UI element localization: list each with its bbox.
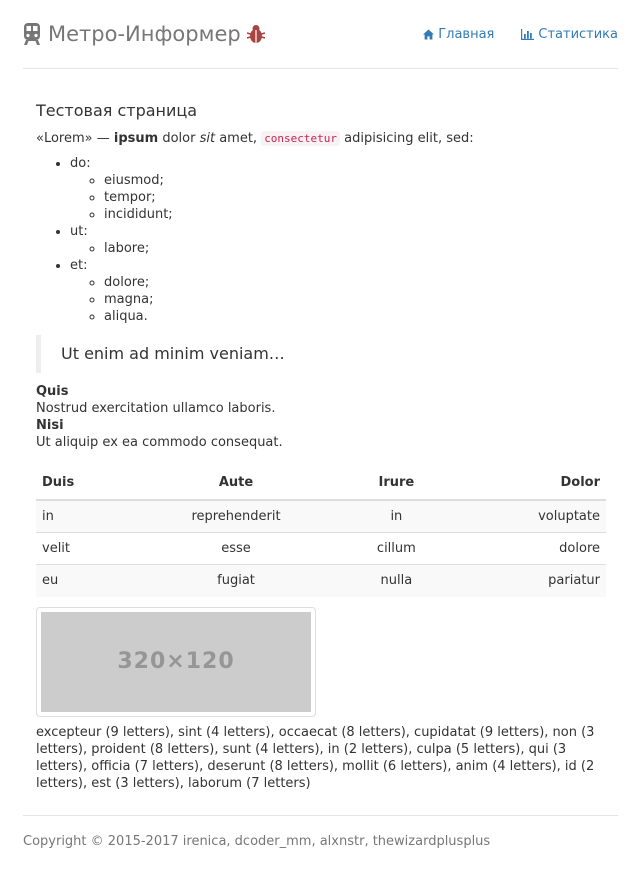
table-cell: eu — [36, 565, 129, 597]
intro-italic: sit — [199, 131, 216, 146]
table-cell: cillum — [343, 533, 450, 565]
sub-list-item: ◦ magna; — [104, 291, 606, 308]
table-row — [36, 533, 606, 565]
table-cell: reprehenderit — [129, 500, 342, 533]
table-cell: velit — [36, 533, 129, 565]
data-table — [36, 466, 606, 597]
definition-description: Ut aliquip ex ea commodo consequat. — [36, 435, 283, 450]
table-row — [36, 500, 606, 533]
nav-home-link[interactable] — [423, 26, 494, 43]
brand-link[interactable] — [23, 19, 265, 49]
sub-list-item: ◦ labore; — [104, 240, 606, 257]
placeholder-image — [41, 612, 311, 712]
sub-list-item: ◦ tempor; — [104, 189, 606, 206]
list-item-label: ut: — [70, 224, 88, 239]
intro-paragraph — [36, 130, 606, 147]
sub-list-item: ◦ incididunt; — [104, 206, 606, 223]
definition-term: Nisi — [36, 418, 64, 433]
sub-list — [70, 274, 606, 325]
letters-paragraph: excepteur (9 letters), sint (4 letters), occaecat (8 letters), cupidatat (9 letters), non (3 letters), proident (8 letters), sunt (4 letters), in (2 letters), culpa (5 letters), qui (3 letters), officia (7 letters), deserunt (8 letters), mollit (6 letters), anim (4 letters), id (2 letters), est (3 letters), laborum (7 letters) — [36, 724, 595, 791]
sub-list-item: ◦ eiusmod; — [104, 172, 606, 189]
table-header-row — [36, 466, 606, 500]
intro-text-3: amet, — [215, 131, 262, 146]
intro-bold: ipsum — [113, 131, 159, 146]
table-cell: voluptate — [450, 500, 606, 533]
table-header-cell: Aute — [129, 466, 342, 500]
table-row — [36, 565, 606, 597]
table-cell: pariatur — [450, 565, 606, 597]
list-item-label: et: — [70, 258, 88, 273]
navbar — [23, 0, 618, 69]
nav-statistics-link[interactable] — [521, 26, 618, 43]
main-nav — [396, 26, 618, 43]
sub-list — [70, 240, 606, 257]
bug-icon — [247, 24, 265, 44]
image-thumbnail — [36, 607, 316, 717]
table-cell: dolore — [450, 533, 606, 565]
definition-term: Quis — [36, 384, 69, 399]
subway-icon — [23, 23, 41, 45]
definition-description: Nostrud exercitation ullamco laboris. — [36, 401, 276, 416]
brand-title: Метро-Информер — [48, 21, 241, 46]
intro-text-4: adipisicing elit, sed: — [340, 131, 474, 146]
table-cell: in — [36, 500, 129, 533]
blockquote: Ut enim ad minim veniam… — [36, 335, 606, 373]
table-cell: esse — [129, 533, 342, 565]
nested-list — [36, 155, 606, 325]
list-item — [70, 155, 606, 223]
copyright-text: Copyright © 2015-2017 irenica, dcoder_mm, alxnstr, thewizardplusplus — [23, 834, 491, 849]
page-title: Тестовая страница — [36, 101, 198, 120]
sub-list — [70, 172, 606, 223]
bar-chart-icon — [521, 29, 534, 40]
table-header-cell: Duis — [36, 466, 129, 500]
intro-text-2: dolor — [158, 131, 200, 146]
table-cell: nulla — [343, 565, 450, 597]
footer — [23, 815, 618, 850]
table-cell: in — [343, 500, 450, 533]
nav-home-label: Главная — [438, 27, 495, 42]
intro-text-1: «Lorem» — — [36, 131, 114, 146]
sub-list-item: ◦ dolore; — [104, 274, 606, 291]
table-header-cell: Dolor — [450, 466, 606, 500]
table-header-cell: Irure — [343, 466, 450, 500]
list-item — [70, 223, 606, 257]
placeholder-label: 320×120 — [117, 649, 235, 674]
main-content — [36, 100, 606, 792]
definition-list — [36, 383, 606, 451]
home-icon — [423, 29, 434, 40]
list-item — [70, 257, 606, 325]
intro-code: consectetur — [261, 131, 340, 146]
nav-statistics-label: Статистика — [538, 27, 618, 42]
sub-list-item: ◦ aliqua. — [104, 308, 606, 325]
table-cell: fugiat — [129, 565, 342, 597]
list-item-label: do: — [70, 156, 91, 171]
